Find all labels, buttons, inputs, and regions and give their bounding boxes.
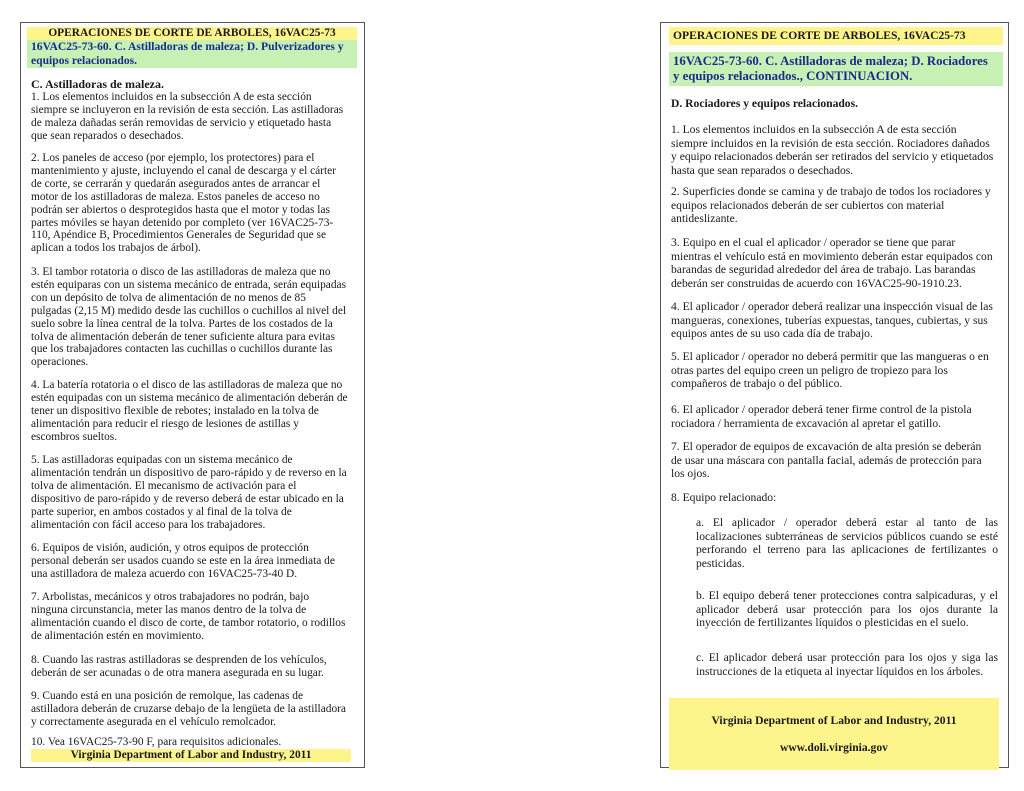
section-title: 16VAC25-73-60. C. Astilladoras de maleza; D. Rociadores y equipos relacionados., CONTINUACION. [669,52,1003,86]
list-item: 6. El aplicador / operador deberá tener firme control de la pistola rociadora / herramienta de excavación al apretar el gatillo. [671,403,972,430]
list-item: 10. Vea 16VAC25-73-90 F, para requisitos adicionales. [31,736,282,748]
footer-org: Virginia Department of Labor and Industry, 2011 [711,713,957,727]
list-item: 8. Equipo relacionado: [671,491,777,504]
left-page [20,22,365,768]
list-item: 3. El tambor rotatoria o disco de las astilladoras de maleza que no estén equiparas con un sistema mecánico de entrada, serán equipadas con un depósito de tolva de alimentación de no menos de 85 pulgadas (2,15 M) medido desde las cuchillos o cuchillos al nivel del suelo sobre la línea central de la tolva. Partes de los costados de la tolva de alimentación deberán de tener suficiente altura para evitas que los trabajadores contacten las cuchillas o cuchillos durante las operaciones. [31,266,347,369]
header-title: OPERACIONES DE CORTE DE ARBOLES, 16VAC25-73 [669,27,1003,45]
list-item: 4. El aplicador / operador deberá realizar una inspección visual de las mangueras, conexiones, tuberías expuestas, tanques, cubiertas, y sus equipos antes de su uso cada día de trabajo. [671,300,993,341]
list-item: 9. Cuando está en una posición de remolque, las cadenas de astilladora deberán de cruzarse debajo de la lengüeta de la astilladora y correctamente asegurada en el vehículo remolcador. [31,690,346,728]
list-item: 4. La batería rotatoria o el disco de las astilladoras de maleza que no estén equipadas con un sistema mecánico de alimentación deberán de tener un dispositivo flexible de rebotes; instalado en la tolva de alimentación para reducir el riesgo de lesiones de astillas y escombros sueltos. [31,379,348,443]
subheading: D. Rociadores y equipos relacionados. [671,97,859,110]
footer: Virginia Department of Labor and Industry, 2011 [31,749,351,762]
list-item: 3. Equipo en el cual el aplicador / operador se tiene que parar mientras el vehículo está en movimiento deberán estar equipados con barandas de seguridad alrededor del área de trabajo. Las barandas deberán ser construidas de acuerdo con 16VAC25-90-1910.23. [671,236,993,290]
list-item: 1. Los elementos incluidos en la subsección A de esta sección siempre se incluyeron en la revisión de esta sección. Las astilladoras de maleza dañadas serán removidas de servicio y etiquetado hasta que sean reparados o desechados. [31,91,344,142]
section-title: 16VAC25-73-60. C. Astilladoras de maleza; D. Pulverizadores y equipos relacionados. [27,40,357,68]
list-item: 2. Los paneles de acceso (por ejemplo, los protectores) para el mantenimiento y ajuste, incluyendo el canal de descarga y el cárter de corte, se cerrarán y quedarán asegurados antes de arrancar el motor de los astilladoras de maleza. Estos paneles de acceso no podrán ser abiertos o desprotegidos hasta que el motor y todas las partes móviles se hayan detenido por completo (ver 16VAC25-73- 110, Apéndice B, Procedimientos Generales de Seguridad que se aplican a todos los trabajos de árbol). [31,152,336,255]
list-item: 8. Cuando las rastras astilladoras se desprenden de los vehículos, deberán de ser acunadas o de otra manera asegurada en su lugar. [31,654,327,679]
list-item: 5. Las astilladoras equipadas con un sistema mecánico de alimentación tendrán un dispositivo de paro-rápido y de reverso en la tolva de alimentación. El mecanismo de activación para el dispositivo de paro-rápido y de reverso deberá de estar ubicado en la parte superior, en ambos costados y al final de la tolva de alimentación con fácil acceso para los trabajadores. [31,454,347,531]
list-item: 7. Arbolistas, mecánicos y otros trabajadores no podrán, bajo ninguna circunstancia, meter las manos dentro de la tolva de alimentación cuando el disco de corte, de tambor rotatorio, o rodillos de alimentación estén en movimiento. [31,591,346,642]
list-item: 1. Los elementos incluidos en la subsección A de esta sección siempre incluidos en la revisión de esta sección. Rociadores dañados y equipo relacionados deberán ser retirados del servicio y etiquetados hasta que sean reparados o desechados. [671,123,994,177]
footer-url: www.doli.virginia.gov [780,740,888,754]
sub-item: a. El aplicador / operador deberá estar al tanto de las localizaciones subterráneas de servicios públicos cuando se esté perforando el terreno para las aplicaciones de fertilizantes o pesticidas. [696,516,998,570]
header-title: OPERACIONES DE CORTE DE ARBOLES, 16VAC25-73 [27,27,357,40]
sub-item: c. El aplicador deberá usar protección para los ojos y siga las instrucciones de la etiqueta al inyectar líquidos en los árboles. [696,651,998,678]
list-item: 6. Equipos de visión, audición, y otros equipos de protección personal deberán ser usados cuando se este en la área inmediata de una astilladora de maleza acuerdo con 16VAC25-73-40 D. [31,542,335,580]
list-item: 7. El operador de equipos de excavación de alta presión se deberán de usar una máscara con pantalla facial, además de protección para los ojos. [671,440,982,481]
footer [669,698,999,770]
sub-item: b. El equipo deberá tener protecciones contra salpicaduras, y el aplicador deberá usar protección para los ojos durante la inyección de fertilizantes líquidos o plesticidas en el suelo. [696,589,998,630]
list-item: 5. El aplicador / operador no deberá permitir que las mangueras o en otras partes del equipo creen un peligro de tropiezo para los compañeros de trabajo o del público. [671,350,989,391]
list-item: 2. Superficies donde se camina y de trabajo de todos los rociadores y equipos relacionados deberán de ser cubiertos con material antideslizante. [671,185,991,226]
subheading: C. Astilladoras de maleza. [31,77,164,91]
right-page [660,22,1009,768]
